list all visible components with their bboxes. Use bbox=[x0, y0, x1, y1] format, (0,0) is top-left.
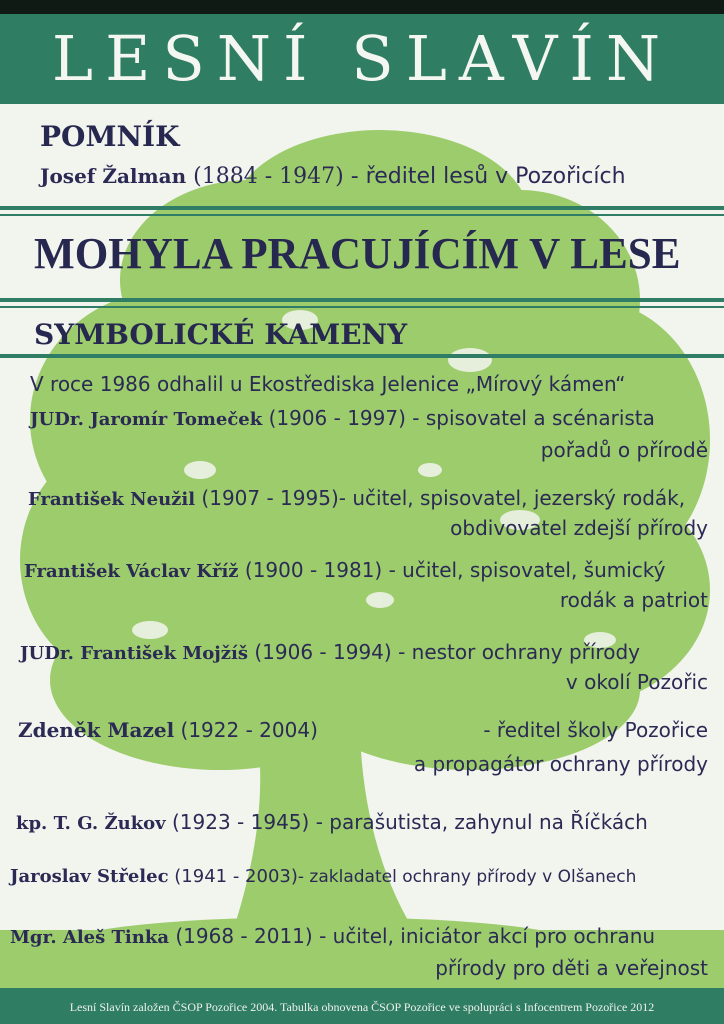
divider-3 bbox=[0, 354, 724, 358]
entry-years: (1923 - 1945) bbox=[171, 810, 310, 834]
entry-name: Zdeněk Mazel bbox=[18, 718, 175, 742]
entry-years: (1968 - 2011) bbox=[175, 924, 313, 948]
entry-years: (1900 - 1981) bbox=[244, 558, 383, 582]
kameny-intro-text: V roce 1986 odhalil u Ekostřediska Jelenice „Mírový kámen“ bbox=[30, 372, 626, 396]
entry-line1: - učitel, spisovatel, šumický bbox=[388, 558, 666, 582]
entry-name: František Václav Kříž bbox=[24, 561, 239, 582]
entry-line1: - spisovatel a scénarista bbox=[412, 406, 655, 430]
sign-title: LESNÍ SLAVÍN bbox=[51, 22, 673, 95]
entry-line1: - parašutista, zahynul na Říčkách bbox=[315, 810, 648, 834]
kameny-intro bbox=[30, 372, 626, 396]
entry-line1: - nestor ochrany přírody bbox=[398, 640, 640, 664]
entry-line1: - ředitel školy Pozořice bbox=[483, 718, 708, 742]
entry-name: František Neužil bbox=[28, 489, 196, 510]
entry-name: Mgr. Aleš Tinka bbox=[10, 927, 169, 948]
entry-line2: obdivovatel zdejší přírody bbox=[450, 516, 708, 540]
divider-1 bbox=[0, 206, 724, 210]
pomnik-description: - ředitel lesů v Pozořicích bbox=[350, 164, 626, 189]
pomnik-years: (1884 - 1947) bbox=[193, 164, 344, 189]
entry-name: kp. T. G. Žukov bbox=[16, 813, 166, 834]
entry-line1: - učitel, spisovatel, jezerský rodák, bbox=[338, 486, 686, 510]
entry-line2: rodák a patriot bbox=[559, 588, 708, 612]
mohyla-heading: MOHYLA PRACUJÍCÍM V LESE bbox=[34, 229, 681, 278]
entry-years: (1922 - 2004) bbox=[180, 718, 318, 742]
divider-2b bbox=[0, 306, 724, 308]
entry-years: (1906 - 1997) bbox=[268, 406, 406, 430]
divider-1b bbox=[0, 214, 724, 216]
entry-name: JUDr. František Mojžíš bbox=[20, 643, 248, 664]
pomnik-line bbox=[40, 164, 626, 189]
entry-years: (1941 - 2003) bbox=[174, 866, 298, 887]
entry-name: JUDr. Jaromír Tomeček bbox=[30, 409, 263, 430]
entry-years: (1906 - 1994) bbox=[254, 640, 392, 664]
entry-line1: - učitel, iniciátor akcí pro ochranu bbox=[319, 924, 656, 948]
divider-2 bbox=[0, 298, 724, 302]
footer-text: Lesní Slavín založen ČSOP Pozořice 2004. Tabulka obnovena ČSOP Pozořice ve spolupráci s Infocentrem Pozořice 2012 bbox=[69, 1000, 655, 1014]
entry-name: Jaroslav Střelec bbox=[10, 866, 169, 887]
pomnik-name: Josef Žalman bbox=[40, 164, 187, 188]
entry-line2: přírody pro děti a veřejnost bbox=[435, 956, 708, 980]
entry-years: (1907 - 1995) bbox=[201, 486, 339, 510]
kameny-heading: SYMBOLICKÉ KAMENY bbox=[34, 318, 408, 351]
entry-line2: v okolí Pozořic bbox=[565, 670, 708, 694]
entry-line2: pořadů o přírodě bbox=[540, 438, 708, 462]
entry-line1: - zakladatel ochrany přírody v Olšanech bbox=[297, 867, 637, 887]
pomnik-heading: POMNÍK bbox=[40, 120, 180, 153]
entry-line2: a propagátor ochrany přírody bbox=[413, 752, 708, 776]
